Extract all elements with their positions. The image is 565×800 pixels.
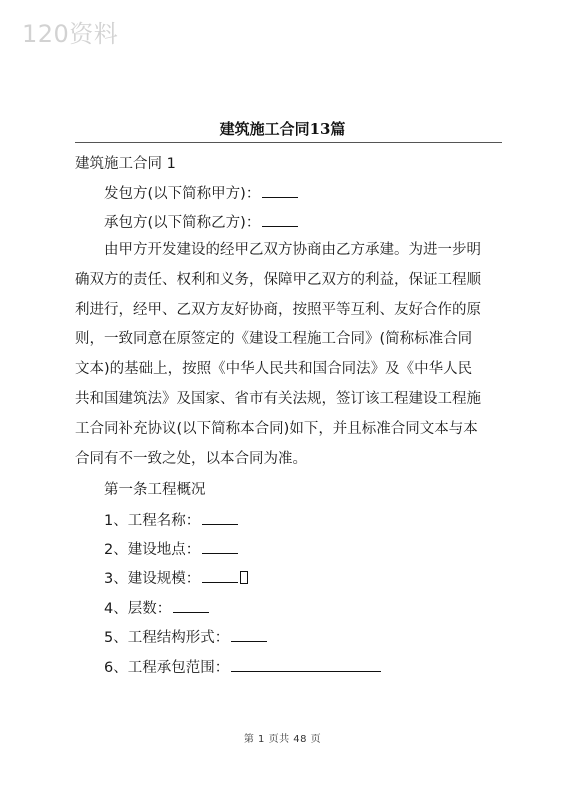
party-b-blank xyxy=(262,212,298,227)
item-location xyxy=(104,539,544,560)
party-a-blank xyxy=(262,183,298,198)
section-heading: 第一条工程概况 xyxy=(104,482,206,498)
watermark-logo: 120资料 xyxy=(22,20,119,48)
item-label: 4、层数： xyxy=(104,601,172,617)
party-a-label: 发包方(以下简称甲方)： xyxy=(104,186,261,202)
item-blank xyxy=(202,510,238,525)
title-divider xyxy=(75,142,502,143)
item-project-name xyxy=(104,510,544,531)
checkbox-glyph xyxy=(240,571,248,584)
party-b-label: 承包方(以下简称乙方)： xyxy=(104,215,261,231)
item-label: 2、建设地点： xyxy=(104,542,201,558)
item-blank xyxy=(173,598,209,613)
item-blank xyxy=(231,627,267,642)
item-blank xyxy=(231,657,381,672)
document-title: 建筑施工合同13篇 xyxy=(219,120,346,138)
item-blank xyxy=(202,568,238,583)
preamble-line: 文本)的基础上，按照《中华人民共和国合同法》及《中华人民 xyxy=(75,361,473,377)
preamble-line: 利进行，经甲、乙双方友好协商，按照平等互利、友好合作的原 xyxy=(75,302,481,318)
preamble-line: 合同有不一致之处，以本合同为准。 xyxy=(75,451,307,467)
preamble-line: 由甲方开发建设的经甲乙双方协商由乙方承建。为进一步明 xyxy=(104,242,481,258)
item-floors xyxy=(104,598,544,619)
item-blank xyxy=(202,539,238,554)
page-number: 第 1 页共 48 页 xyxy=(243,734,322,745)
item-label: 6、工程承包范围： xyxy=(104,660,230,676)
preamble-line: 共和国建筑法》及国家、省市有关法规，签订该工程建设工程施 xyxy=(75,391,481,407)
item-structure xyxy=(104,627,544,648)
item-label: 1、工程名称： xyxy=(104,513,201,529)
item-label: 5、工程结构形式： xyxy=(104,630,230,646)
item-scale xyxy=(104,568,544,589)
preamble-line: 工合同补充协议(以下简称本合同)如下，并且标准合同文本与本 xyxy=(75,421,478,437)
item-label: 3、建设规模： xyxy=(104,571,201,587)
contract-subtitle: 建筑施工合同 1 xyxy=(75,156,176,172)
item-scope xyxy=(104,657,544,678)
party-b-line xyxy=(104,212,544,233)
party-a-line xyxy=(104,183,544,204)
preamble-line: 确双方的责任、权利和义务，保障甲乙双方的利益，保证工程顺 xyxy=(75,272,481,288)
preamble-line: 则，一致同意在原签定的《建设工程施工合同》(简称标准合同 xyxy=(75,331,473,347)
